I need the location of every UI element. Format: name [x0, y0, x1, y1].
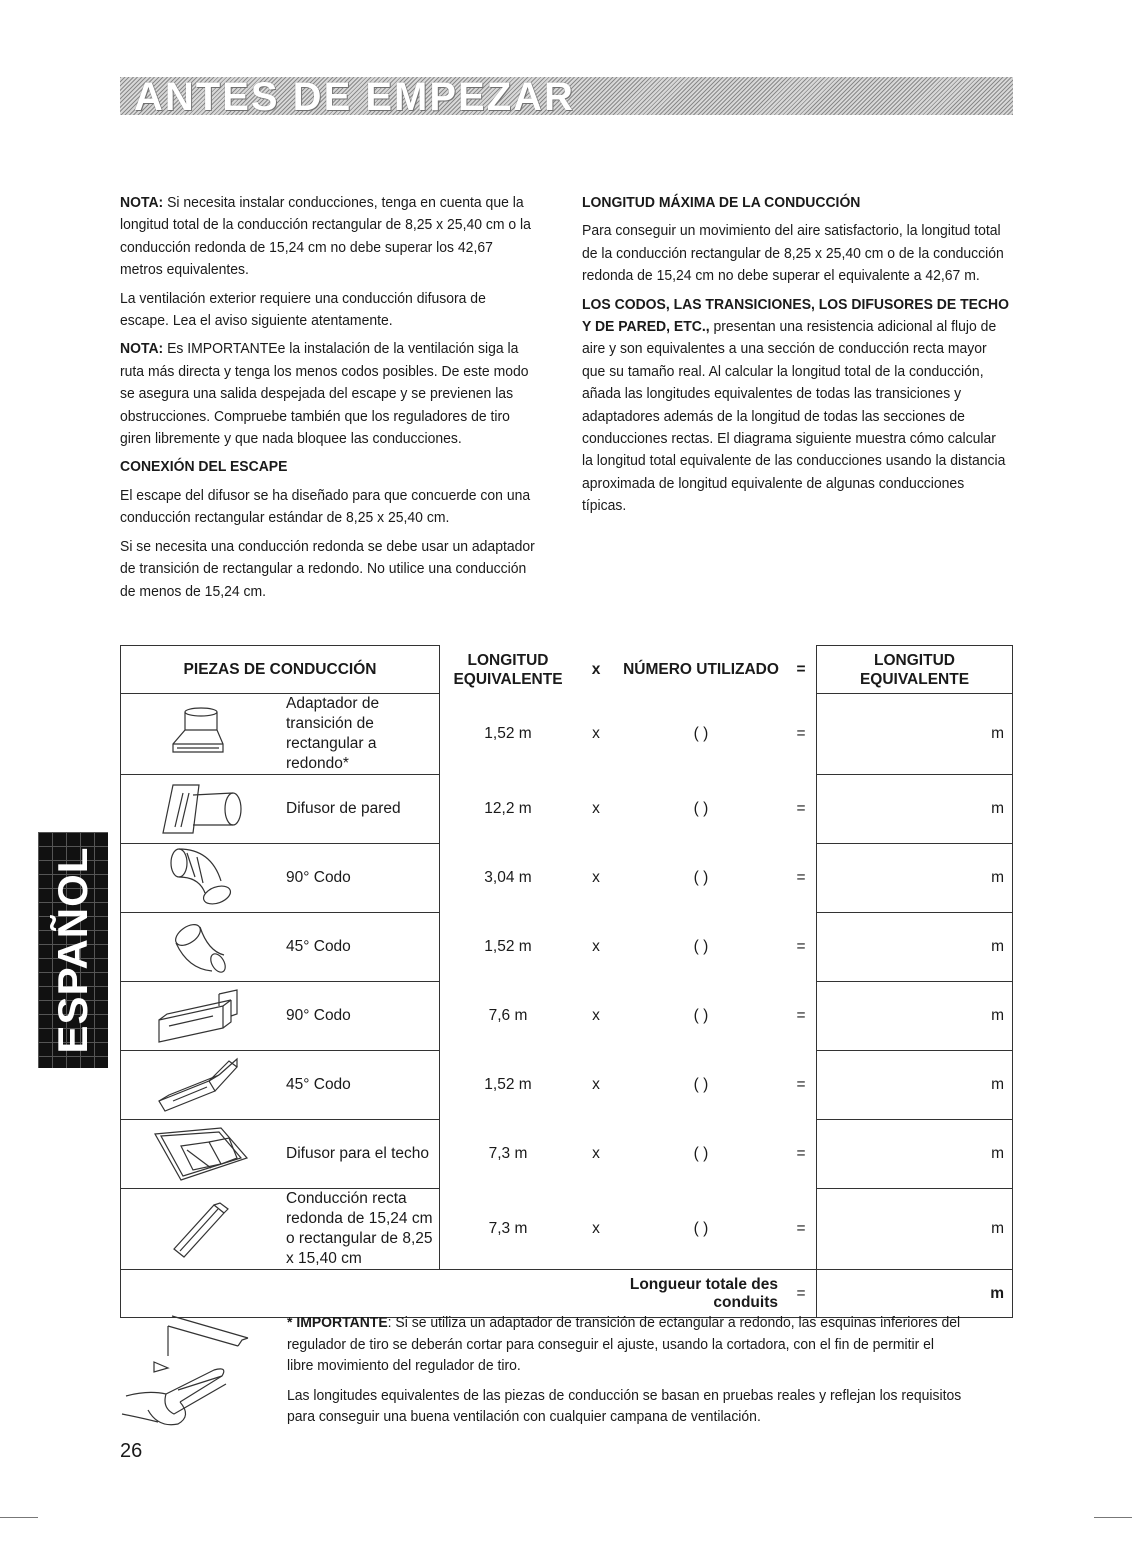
header-pieces: PIEZAS DE CONDUCCIÓN — [121, 646, 440, 694]
total-label: Longueur totale des conduits — [616, 1270, 786, 1318]
exhaust-connection-heading: CONEXIÓN DEL ESCAPE — [120, 458, 288, 476]
piece-name: 45° Codo — [280, 913, 440, 982]
count-field[interactable]: ( ) — [693, 725, 709, 742]
count-field[interactable]: ( ) — [693, 1145, 709, 1162]
equals-sign: = — [786, 1270, 817, 1318]
piece-name: 90° Codo — [280, 844, 440, 913]
piece-name: Conducción recta redonda de 15,24 cm o rectangular de 8,25 x 15,40 cm — [280, 1189, 440, 1270]
table-row — [121, 1051, 1013, 1120]
equals-sign: = — [796, 938, 806, 955]
table-row — [121, 844, 1013, 913]
section-title-bar — [120, 77, 1013, 115]
language-label: ESPAÑOL — [49, 846, 96, 1054]
table-row — [121, 694, 1013, 775]
rect-elbow-90-icon — [153, 986, 249, 1046]
table-row — [121, 1189, 1013, 1270]
straight-duct-icon — [166, 1197, 236, 1261]
grand-total-field[interactable]: m — [817, 1270, 1013, 1318]
elbows-text: presentan una resistencia adicional al flujo de aire y son equivalentes a una sección de conducción recta mayor que su tamaño real. Al calcular la longitud total de la conducción, añada las longitudes equivalentes de todas las transiciones y adaptadores además de la longitud de todas las secciones de conducciones rectas. El diagrama siguiente muestra cómo calcular la longitud total equivalente de las conducciones usando la distancia aproximada de longitud equivalente de algunas conducciones típicas. — [582, 318, 1006, 515]
exhaust-para-1: El escape del difusor se ha diseñado para que concuerde con una conducción rectangular estándar de 8,25 x 25,40 cm. — [120, 486, 531, 527]
equivalent-length: 7,6 m — [488, 1007, 528, 1024]
equals-sign: = — [796, 1219, 806, 1237]
crop-mark-right — [1094, 1517, 1132, 1518]
section-title: ANTES DE EMPEZAR — [134, 77, 575, 115]
duct-length-table — [120, 645, 1013, 1318]
header-count: NÚMERO UTILIZADO — [623, 661, 779, 678]
times-sign: x — [592, 938, 600, 955]
roof-cap-icon — [151, 1124, 251, 1184]
count-field[interactable]: ( ) — [693, 1007, 709, 1024]
exterior-vent-para: La ventilación exterior requiere una conducción difusora de escape. Lea el aviso siguiente atentamente. — [120, 289, 486, 330]
equals-sign: = — [796, 1145, 806, 1162]
wall-cap-icon — [153, 779, 249, 839]
equals-sign: = — [796, 869, 806, 886]
header-total-length: LONGITUD EQUIVALENTE — [817, 646, 1013, 694]
round-elbow-90-icon — [161, 847, 241, 909]
total-field[interactable]: m — [817, 1189, 1013, 1270]
times-sign: x — [592, 725, 600, 742]
right-column — [582, 192, 1010, 524]
footer-notes — [287, 1312, 963, 1436]
piece-name: 90° Codo — [280, 982, 440, 1051]
times-sign: x — [592, 1076, 600, 1093]
total-field[interactable]: m — [817, 775, 1013, 844]
piece-name: Difusor de pared — [280, 775, 440, 844]
total-field[interactable]: m — [817, 694, 1013, 775]
equals-sign: = — [796, 725, 806, 742]
table-row — [121, 913, 1013, 982]
count-field[interactable]: ( ) — [693, 1219, 709, 1237]
max-length-heading: LONGITUD MÁXIMA DE LA CONDUCCIÓN — [582, 194, 861, 211]
table-row — [121, 775, 1013, 844]
total-field[interactable]: m — [817, 913, 1013, 982]
count-field[interactable]: ( ) — [693, 869, 709, 886]
nota-label: NOTA: — [120, 340, 164, 358]
times-sign: x — [592, 869, 600, 886]
piece-name: Adaptador de transición de rectangular a redondo* — [280, 694, 440, 775]
equivalent-length: 12,2 m — [484, 800, 532, 817]
equals-sign: = — [796, 1076, 806, 1093]
equals-sign: = — [796, 1007, 806, 1024]
table-row — [121, 1120, 1013, 1189]
equivalent-length: 7,3 m — [488, 1145, 528, 1162]
total-field[interactable]: m — [817, 844, 1013, 913]
important-text: : Si se utiliza un adaptador de transición de ectangular a redondo, las esquinas inferiores del regulador de tiro se deberán cortar para conseguir el ajuste, usando la cortadora, con el fin de permitir el libre movimiento del regulador de tiro. — [287, 1314, 961, 1374]
max-length-para: Para conseguir un movimiento del aire satisfactorio, la longitud total de la conducción rectangular de 8,25 x 25,40 cm o de la conducción redonda de 15,24 cm no debe superar el equivalente a 42,67 m. — [582, 222, 1004, 285]
total-field[interactable]: m — [817, 982, 1013, 1051]
damper-cutting-illustration — [118, 1310, 258, 1430]
equivalent-length: 1,52 m — [484, 938, 532, 955]
equivalent-length: 1,52 m — [484, 725, 532, 742]
equivalent-length: 7,3 m — [488, 1219, 528, 1237]
nota-text: Si necesita instalar conducciones, tenga en cuenta que la longitud total de la conducción rectangular de 8,25 x 25,40 cm o la conducción redonda de 15,24 cm no debe superar los 42,67 metros equivalentes. — [120, 194, 531, 279]
transition-adapter-icon — [161, 704, 241, 764]
important-label: * IMPORTANTE — [287, 1314, 388, 1331]
header-times: x — [591, 661, 601, 678]
page-number: 26 — [120, 1440, 143, 1462]
table-header-row — [121, 646, 1013, 694]
nota-text: Es IMPORTANTEe la instalación de la ventilación siga la ruta más directa y tenga los menos codos posibles. De este modo se asegura una salida despejada del escape y se previenen las obstrucciones. Compruebe también que los reguladores de tiro giren libremente y que nada bloquee las conducciones. — [120, 340, 529, 448]
crop-mark-left — [0, 1517, 38, 1518]
times-sign: x — [592, 1145, 600, 1162]
times-sign: x — [592, 1007, 600, 1024]
rect-elbow-45-icon — [153, 1055, 249, 1115]
equivalent-lengths-note: Las longitudes equivalentes de las piezas de conducción se basan en pruebas reales y reflejan los requisitos para conseguir una buena ventilación con cualquier campana de ventilación. — [287, 1386, 962, 1425]
nota-label: NOTA: — [120, 194, 164, 211]
nota-2 — [120, 338, 539, 450]
elbows-bold: LOS CODOS, LAS TRANSICIONES, LOS DIFUSORES DE TECHO Y DE PARED, ETC., — [582, 295, 1009, 336]
times-sign: x — [592, 800, 600, 817]
exhaust-para-2: Si se necesita una conducción redonda se debe usar un adaptador de transición de rectangular a redondo. No utilice una conducción de menos de 15,24 cm. — [120, 537, 535, 600]
nota-1 — [120, 192, 539, 282]
round-elbow-45-icon — [166, 917, 236, 977]
header-equals: = — [796, 661, 806, 678]
count-field[interactable]: ( ) — [693, 800, 709, 817]
times-sign: x — [592, 1219, 600, 1237]
left-column — [120, 192, 539, 609]
total-field[interactable]: m — [817, 1051, 1013, 1120]
count-field[interactable]: ( ) — [693, 1076, 709, 1093]
table-row — [121, 982, 1013, 1051]
equivalent-length: 1,52 m — [484, 1076, 532, 1093]
count-field[interactable]: ( ) — [693, 938, 709, 955]
important-note — [287, 1312, 963, 1377]
equivalent-length: 3,04 m — [484, 869, 532, 886]
language-side-tab — [38, 832, 108, 1068]
equals-sign: = — [796, 800, 806, 817]
piece-name: 45° Codo — [280, 1051, 440, 1120]
piece-name: Difusor para el techo — [280, 1120, 440, 1189]
total-field[interactable]: m — [817, 1120, 1013, 1189]
header-equivalent-length: LONGITUD EQUIVALENTE — [453, 651, 563, 688]
elbows-para — [582, 294, 1010, 518]
